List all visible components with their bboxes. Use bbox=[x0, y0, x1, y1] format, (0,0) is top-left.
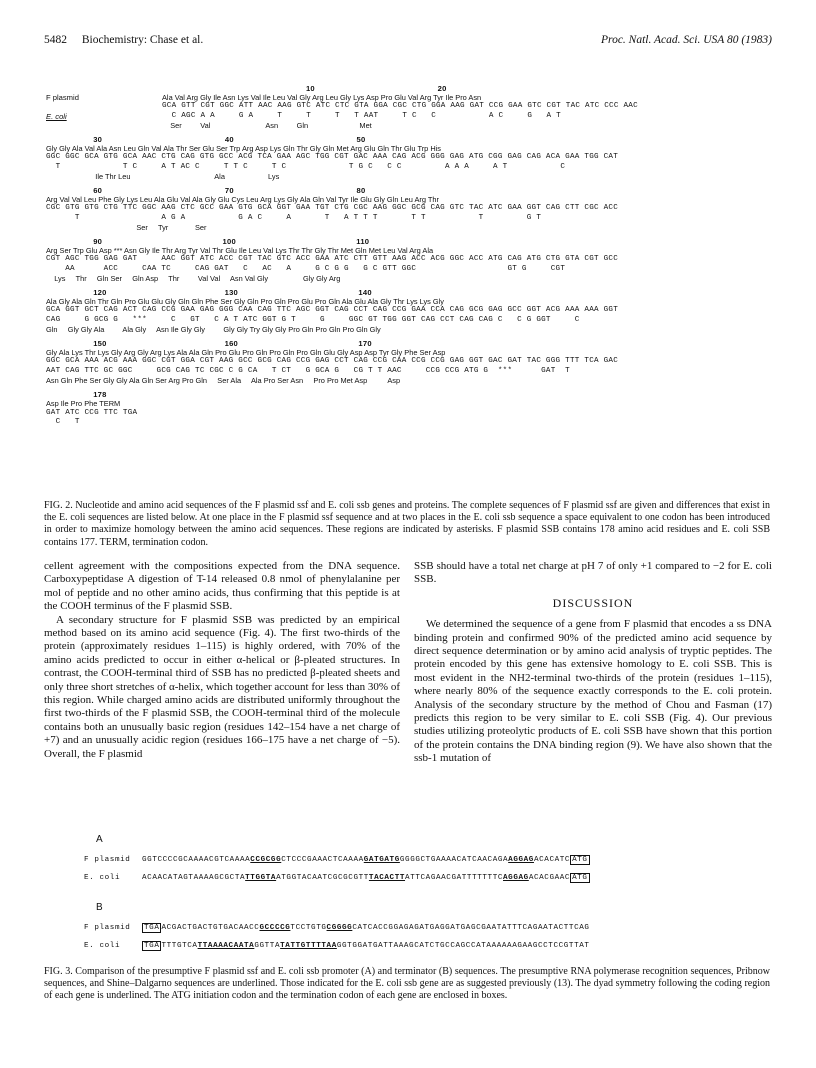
sequence-segment: ACACGAAC bbox=[528, 874, 571, 882]
e-coli-amino-acids bbox=[46, 427, 776, 436]
sequence-block bbox=[46, 390, 776, 436]
underlined-motif: TACACTT bbox=[368, 874, 406, 882]
e-coli-nucleotides: C T bbox=[46, 417, 80, 426]
e-coli-label: E. coli bbox=[46, 111, 67, 121]
e-coli-amino-acids: Ile Thr Leu Ala Lys bbox=[46, 171, 280, 181]
sequence-segment: GGGGCTGAAAACATCAACAGA bbox=[399, 856, 509, 864]
sequence-name: E. coli bbox=[84, 942, 121, 950]
residue-numbers: 10 20 bbox=[162, 84, 447, 93]
underlined-motif: AGGAG bbox=[503, 874, 529, 882]
paragraph: cellent agreement with the compositions expected from the DNA sequence. Carboxypeptidase A digestion of T-14 released 0.8 nmol of phenylalanine per mol of peptide and no other amino acids, thus confirming that this peptide is at the COOH terminus of the F plasmid SSB. bbox=[44, 560, 400, 613]
sequence-segment: ATTCAGAACGATTTTTTTC bbox=[405, 874, 504, 882]
sequence-name: F plasmid bbox=[84, 856, 131, 864]
f-plasmid-label: F plasmid bbox=[46, 93, 79, 103]
f-plasmid-nucleotides: CGT AGC TGG GAG GAT AAC GGT ATC ACC CGT TAC GTC ACC GAA ATC CTT GTT AAG ACC ACG GGC ACC ATG CAG ATG CTG GTA CGT GCC bbox=[46, 255, 619, 264]
tga-stop-codon: TGA bbox=[144, 924, 160, 932]
journal-authors: Biochemistry: Chase et al. bbox=[81, 34, 204, 46]
running-header-right: Proc. Natl. Acad. Sci. USA 80 (1983) bbox=[601, 34, 772, 46]
atg-start-codon: ATG bbox=[572, 856, 588, 864]
right-column bbox=[414, 560, 772, 766]
e-coli-nucleotides: AA ACC CAA TC CAG GAT C AC A G C G G G C GTT GGC GT G CGT bbox=[46, 264, 566, 273]
f-plasmid-nucleotides: GAT ATC CCG TTC TGA bbox=[46, 408, 138, 417]
residue-numbers: 30 40 50 bbox=[46, 135, 366, 145]
section-heading: DISCUSSION bbox=[552, 595, 634, 610]
residue-numbers: 150 160 170 bbox=[46, 339, 372, 349]
e-coli-nucleotides: AAT CAG TTC GC GGC GCG CAG TC CGC C G CA T CT G GCA G CG T T AAC CCG CCG ATG G *** GAT T bbox=[46, 366, 570, 375]
tga-stop-codon: TGA bbox=[144, 942, 160, 950]
residue-numbers: 90 100 110 bbox=[46, 237, 370, 247]
e-coli-amino-acids: Ser Tyr Ser bbox=[46, 222, 207, 232]
paragraph: SSB should have a total net charge at pH 7 of only +1 compared to −2 for E. coli SSB. bbox=[414, 560, 772, 586]
sequence-segment: ACGACTGACTGTGACAACC bbox=[161, 924, 260, 932]
e-coli-nucleotides: T T C A T AC C T T C T C T G C C C A A A A T C bbox=[46, 162, 566, 171]
figure-3-a-f-plasmid-row bbox=[84, 856, 590, 864]
residue-numbers: 60 70 80 bbox=[46, 186, 366, 196]
sequence-block bbox=[46, 339, 776, 385]
f-plasmid-amino-acids: Arg Val Val Leu Phe Gly Lys Leu Ala Glu Val Ala Gly Glu Cys Leu Arg Lys Gly Ala Gln Val Tyr Ile Glu Gly Gln Leu Arg Thr bbox=[46, 195, 439, 205]
e-coli-nucleotides: C AGC A A G A T T T T AAT T C C A C G A T bbox=[162, 111, 561, 120]
figure-3-b-e-coli-row bbox=[84, 942, 590, 950]
e-coli-nucleotides: T A G A G A C A T A T T T T T T G T bbox=[46, 213, 542, 222]
f-plasmid-amino-acids: Ala Val Arg Gly Ile Asn Lys Val Ile Leu Val Gly Arg Leu Gly Lys Asp Pro Glu Val Arg Tyr Ile Pro Asn bbox=[162, 93, 482, 103]
sequence-segment: ATGGTACAATCGCGCGTT bbox=[276, 874, 369, 882]
underlined-motif: CGGGG bbox=[326, 924, 353, 932]
underlined-motif: TTAAAACAATA bbox=[197, 942, 255, 950]
atg-start-codon: ATG bbox=[572, 874, 588, 882]
figure-3-panel-b-label: B bbox=[96, 902, 103, 913]
sequence-segment: CATCACCGGAGAGATGAGGATGAGCGAATATTTCAGAATACTTCAG bbox=[352, 924, 590, 932]
f-plasmid-nucleotides: GGC GGC GCA GTG GCA AAC CTG CAG GTG GCC ACG TCA GAA AGC TGG CGT GAC AAA CAG ACG GGG GAG ATG CGG GAG CAG ACA GAA TGG CAT bbox=[46, 153, 619, 162]
sequence-block bbox=[46, 237, 776, 283]
f-plasmid-nucleotides: GCA GGT GCT CAG ACT CAG CCG GAA GAG GGG CAA CAG TTC AGC GGT CAG CCT CAG CCG GAA CCA CAG GCG GAG GCC GGT ACG AAA AAA GGT bbox=[46, 306, 619, 315]
running-header-left bbox=[44, 34, 203, 46]
underlined-motif: GCCCCG bbox=[259, 924, 291, 932]
sequence-segment: ACAACATAGTAAAAGCGCTA bbox=[142, 874, 246, 882]
sequence-segment: GGTGGATGATTAAAGCATCTGCCAGCCATAAAAAAGAAGCCTCCGTTAT bbox=[336, 942, 590, 950]
e-coli-amino-acids: Gln Gly Gly Ala Ala Gly Asn Ile Gly Gly Gly Gly Try Gly Gly Pro Gln Pro Gln Pro Gln Gly bbox=[46, 324, 381, 334]
f-plasmid-nucleotides: CGC GTG GTG CTG TTC GGC AAG CTC GCC GAA GTG GCA GGT GAA TGT CTG CGC AAG GGC GCG CAG GTC TAC ATC GAA GGT CAG CTT CGC ACC bbox=[46, 204, 619, 213]
sequence-block bbox=[46, 288, 776, 334]
figure-3-b-f-plasmid-row bbox=[84, 924, 590, 932]
e-coli-nucleotides: CAG G GCG G *** C GT C A T ATC GGT G T G GGC GT TGG GGT CAG CCT CAG CAG C C G GGT C bbox=[46, 315, 580, 324]
underlined-motif: CCGCGG bbox=[250, 856, 282, 864]
paragraph: We determined the sequence of a gene from F plasmid that encodes a ss DNA binding protein and confirmed 90% of the predicted amino acid sequence by direct sequence determination or by amino acid analysis of tryptic peptides. The protein encoded by this gene has extensive homology to E. coli SSB. This is most evident in the NH2-terminal two-thirds of the protein (residues 1–115), where nearly 80% of the sequence exactly corresponds to the E. coli protein. Analysis of the secondary structure by the method of Chou and Fasman (17) predicts this region to be very similar to E. coli SSB (Fig. 4). Our previous studies utilizing proteolytic products of E. coli SSB have shown that this portion of the protein contains the DNA binding region (9). We have also shown that the ssb-1 mutation of bbox=[414, 618, 772, 765]
figure-3-a-e-coli-row bbox=[84, 874, 590, 882]
f-plasmid-amino-acids: Gly Ala Lys Thr Lys Gly Arg Gly Arg Lys Ala Ala Gln Pro Glu Pro Gln Pro Gln Pro Gln Glu Gly Asp Asp Tyr Gly Phe Ser Asp bbox=[46, 348, 446, 358]
f-plasmid-nucleotides: GGC GCA AAA ACG AAA GGC CGT GGA CGT AAG GCC GCG CAG CCG GAG CCT CAG CCG CAA CCG CCG GAG GGT GAC GAT TAC GGG TTT TCA GAC bbox=[46, 357, 619, 366]
sequence-block bbox=[46, 135, 776, 181]
underlined-motif: AGGAG bbox=[508, 856, 534, 864]
sequence-name: F plasmid bbox=[84, 924, 131, 932]
sequence-segment: CTCCCGAAACTCAAAA bbox=[281, 856, 364, 864]
sequence-block bbox=[46, 84, 776, 130]
page-number: 5482 bbox=[44, 34, 67, 46]
sequence-segment: TCCTGTG bbox=[290, 924, 327, 932]
underlined-motif: TTGGTA bbox=[245, 874, 277, 882]
underlined-motif: GATGATG bbox=[363, 856, 400, 864]
sequence-segment: GGTTA bbox=[254, 942, 281, 950]
sequence-name: E. coli bbox=[84, 874, 121, 882]
residue-numbers: 178 bbox=[46, 390, 107, 400]
figure-3-panel-a-label: A bbox=[96, 834, 103, 845]
residue-numbers: 120 130 140 bbox=[46, 288, 372, 298]
f-plasmid-amino-acids: Asp Ile Pro Phe TERM bbox=[46, 399, 121, 409]
f-plasmid-amino-acids: Ala Gly Ala Gln Thr Gln Pro Glu Glu Gly Gln Gln Phe Ser Gly Gln Pro Gln Pro Glu Pro Gln Ala Glu Ala Gly Thr Lys Lys Gly bbox=[46, 297, 445, 307]
underlined-motif: TATTGTTTTAA bbox=[280, 942, 337, 950]
figure-2-sequences bbox=[46, 84, 776, 441]
sequence-segment: TTTGTCA bbox=[161, 942, 198, 950]
f-plasmid-amino-acids: Gly Gly Ala Val Ala Asn Leu Gln Val Ala Thr Ser Glu Ser Trp Arg Asp Lys Gln Thr Gly Gln Met Arg Glu Gln Thr Glu Trp His bbox=[46, 144, 442, 154]
figure-2-caption: FIG. 2. Nucleotide and amino acid sequences of the F plasmid ssf and E. coli ssb genes and proteins. The complete sequences of F plasmid ssf are given and differences that exist in the E. coli sequences are listed below. At one place in the F plasmid ssf sequence and at two places in the E. coli ssb sequence a space equivalent to one codon has been introduced in order to maximize homology between the amino acid sequences. These regions are indicated by asterisks. F plasmid SSB contains 178 amino acid residues and E. coli SSB contains 177. TERM, termination codon. bbox=[44, 500, 770, 548]
e-coli-amino-acids: Lys Thr Gln Ser Gln Asp Thr Val Val Asn Val Gly Gly Gly Arg bbox=[46, 273, 341, 283]
left-column bbox=[44, 560, 400, 761]
figure-3-caption: FIG. 3. Comparison of the presumptive F plasmid ssf and E. coli ssb promoter (A) and terminator (B) sequences. The presumptive RNA polymerase recognition sequences, Pribnow sequences, and Shine–Dalgarno sequences are underlined. Those indicated for the E. coli ssb gene are as suggested previously (13). The dyad symmetry following the coding region of each gene is underlined. The ATG initiation codon and the termination codon of each gene are enclosed in boxes. bbox=[44, 966, 770, 1002]
e-coli-amino-acids: Asn Gln Phe Ser Gly Gly Ala Gln Ser Arg Pro Gln Ser Ala Ala Pro Ser Asn Pro Pro Met Asp Asp bbox=[46, 375, 401, 385]
paragraph: A secondary structure for F plasmid SSB was predicted by an empirical method based on its amino acid sequence (Fig. 4). The first two-thirds of the protein (approximately residues 1–115) is highly ordered, with 70% of the amino acids predicted to occur in either α-helical or β-pleated structures. In contrast, the COOH-terminal third of SSB has no predicted β-pleated sheets and only three short stretches of α-helix, which together account for less than 30% of this region. While charged amino acids are distributed uniformly throughout the first two-thirds of the F plasmid SSB, the COOH-terminal third of the molecule contains both an unusually basic region (residues 142–154 have a net charge of +7) and an unusually acidic region (residues 166–175 have a net charge of −5). Overall, the F plasmid bbox=[44, 613, 400, 760]
f-plasmid-nucleotides: GCA GTT CGT GGC ATT AAC AAG GTC ATC CTC GTA GGA CGC CTG GGA AAG GAT CCG GAA GTC CGT TAC ATC CCC AAC bbox=[162, 102, 638, 111]
e-coli-amino-acids: Ser Val Asn Gln Met bbox=[162, 120, 372, 130]
sequence-segment: GGTCCCCGCAAAACGTCAAAA bbox=[142, 856, 251, 864]
f-plasmid-amino-acids: Arg Ser Trp Glu Asp *** Asn Gly Ile Thr Arg Tyr Val Thr Glu Ile Leu Val Lys Thr Thr Gly Thr Met Gln Met Leu Val Arg Ala bbox=[46, 246, 434, 256]
sequence-segment: ACACATC bbox=[533, 856, 571, 864]
sequence-block bbox=[46, 186, 776, 232]
